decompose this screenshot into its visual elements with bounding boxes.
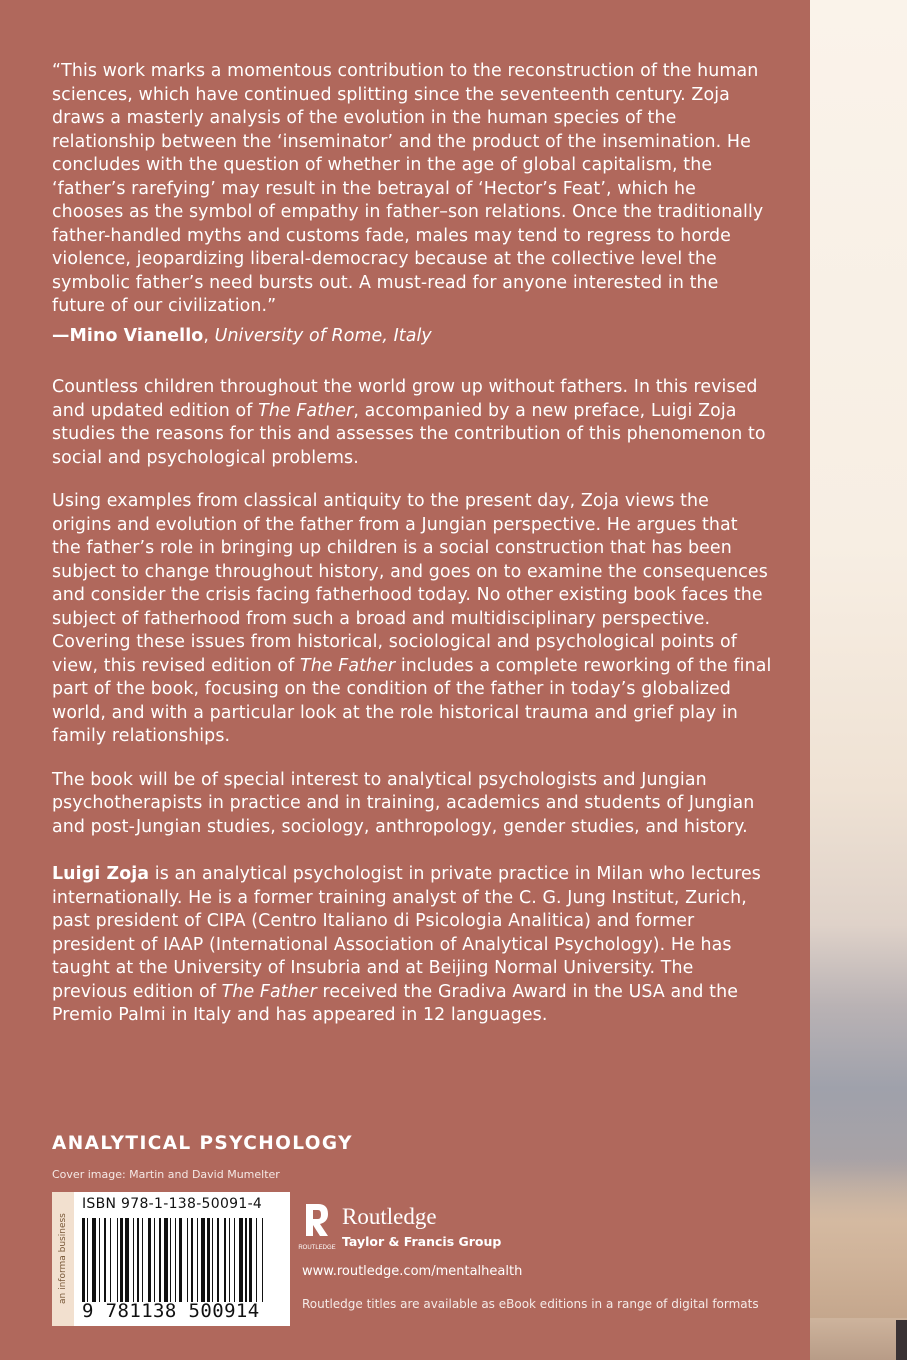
endorsement-author: —Mino Vianello bbox=[52, 325, 204, 346]
barcode-bar bbox=[197, 1218, 198, 1302]
barcode-bar bbox=[245, 1218, 246, 1302]
routledge-vertical-mark: ROUTLEDGE bbox=[298, 1245, 336, 1251]
barcode-bar bbox=[249, 1218, 252, 1302]
barcode-bar bbox=[154, 1218, 155, 1302]
barcode-bar bbox=[224, 1218, 227, 1302]
barcode-bar bbox=[164, 1218, 168, 1302]
barcode-bar bbox=[99, 1218, 100, 1302]
barcode-bar bbox=[262, 1218, 263, 1302]
barcode-bar bbox=[125, 1218, 129, 1302]
series-label: ANALYTICAL PSYCHOLOGY bbox=[52, 1133, 353, 1154]
book-title-ref: The Father bbox=[299, 655, 396, 676]
barcode-bar bbox=[82, 1218, 85, 1302]
barcode-bar bbox=[207, 1218, 210, 1302]
barcode-bar bbox=[159, 1218, 162, 1302]
author-bio-text: is an analytical psychologist in private practice in Milan who lectures internationally. He is a former training analyst of the C. G. Jung Institut, Zurich, past president of CIPA (Centro Italiano di Psicologia Analitica) and former president of IAAP (International Association of Analytical Psychology). He has taught at the University of Insubria and at Beijing Normal University. The previous edition of bbox=[52, 864, 761, 1002]
book-title-ref: The Father bbox=[221, 981, 317, 1002]
barcode-bar bbox=[175, 1218, 176, 1302]
barcode-bar bbox=[187, 1218, 188, 1302]
description-text: includes a complete reworking of the final part of the book, focusing on the condition of the father in today’s globalized world, and with a particular look at the role historical trauma and grief play in family relationships. bbox=[52, 655, 772, 746]
back-cover-text bbox=[52, 60, 772, 1028]
barcode-bar bbox=[191, 1218, 194, 1302]
description-text: , accompanied by a new preface, Luigi Zoja studies the reasons for this and assesses the contribution of this phenomenon to social and psychological problems. bbox=[52, 400, 766, 468]
barcode-bar bbox=[201, 1218, 205, 1302]
barcode-bar bbox=[110, 1218, 111, 1302]
endorsement-attribution: —Mino Vianello, University of Rome, Italy bbox=[52, 325, 432, 346]
barcode-bar bbox=[148, 1218, 151, 1302]
barcode-panel bbox=[52, 1192, 290, 1326]
barcode-bar bbox=[234, 1218, 235, 1302]
publisher-url[interactable]: www.routledge.com/mentalhealth bbox=[302, 1264, 523, 1279]
barcode-bar bbox=[133, 1218, 134, 1302]
author-bio bbox=[52, 863, 772, 1028]
barcode-bar bbox=[217, 1218, 218, 1302]
author-bio-text: received the Gradiva Award in the USA and the Premio Palmi in Italy and has appeared in 12 languages. bbox=[52, 981, 739, 1025]
barcode-bar bbox=[142, 1218, 143, 1302]
publisher-name: Routledge bbox=[342, 1204, 437, 1229]
barcode-bar bbox=[104, 1218, 107, 1302]
barcode-bar bbox=[117, 1218, 118, 1302]
barcode-bar bbox=[92, 1218, 96, 1302]
barcode-digits: 9 781138 500914 bbox=[82, 1300, 260, 1322]
barcode-bar bbox=[256, 1218, 257, 1302]
endorsement-quote: “This work marks a momentous contribution to the reconstruction of the human sciences, which have continued splitting since the seventeenth century. Zoja draws a masterly analysis of the evolution in the human species of the relationship between the ‘inseminator’ and the product of the insemination. He concludes with the question of whether in the age of global capitalism, the ‘father’s rarefying’ may result in the betrayal of ‘Hector’s Feat’, which he chooses as the symbol of empathy in father–son relations. Once the traditionally father-handled myths and customs fade, males may tend to regress to horde violence, jeopardizing liberal-democracy because at the collective level the symbolic father’s need bursts out. A must-read for anyone interested in the future of our civilization.” bbox=[52, 61, 764, 316]
barcode-bar bbox=[120, 1218, 123, 1302]
cover-photo-strip bbox=[810, 0, 907, 1360]
routledge-r-icon bbox=[298, 1202, 336, 1252]
description-paragraph-1 bbox=[52, 376, 772, 470]
cover-photo-shore bbox=[810, 1158, 907, 1318]
isbn-label: ISBN 978-1-138-50091-4 bbox=[82, 1196, 263, 1212]
book-title-ref: The Father bbox=[258, 400, 354, 421]
barcode-bar bbox=[87, 1218, 88, 1302]
publisher-group: Taylor & Francis Group bbox=[342, 1234, 502, 1249]
informa-label: an informa business bbox=[52, 1192, 74, 1326]
barcode-bar bbox=[212, 1218, 213, 1302]
barcode-bar bbox=[229, 1218, 230, 1302]
cover-photo-dark-corner bbox=[896, 1320, 907, 1360]
barcode-bar bbox=[179, 1218, 182, 1302]
publisher-logo-block bbox=[298, 1200, 522, 1260]
ebook-note: Routledge titles are available as eBook editions in a range of digital formats bbox=[302, 1297, 759, 1311]
description-paragraph-3: The book will be of special interest to analytical psychologists and Jungian psychotherapists in practice and in training, academics and students of Jungian and post-Jungian studies, sociology, anthropology, gender studies, and history. bbox=[52, 769, 755, 837]
description-text: Using examples from classical antiquity to the present day, Zoja views the origins and evolution of the father from a Jungian perspective. He argues that the father’s role in bringing up children is a social construction that has been subject to change throughout history, and goes on to examine the consequences and consider the crisis facing fatherhood today. No other existing book faces the subject of fatherhood from such a broad and multidisciplinary perspective. Covering these issues from historical, sociological and psychological points of view, this revised edition of bbox=[52, 491, 768, 676]
author-name: Luigi Zoja bbox=[52, 864, 150, 884]
description-paragraph-2 bbox=[52, 490, 772, 749]
barcode-bars bbox=[82, 1218, 284, 1302]
description-text: Countless children throughout the world grow up without fathers. In this revised and updated edition of bbox=[52, 377, 758, 421]
barcode-bar bbox=[239, 1218, 243, 1302]
barcode-bar bbox=[170, 1218, 171, 1302]
cover-credit: Cover image: Martin and David Mumelter bbox=[52, 1168, 280, 1181]
endorsement-affiliation: University of Rome, Italy bbox=[214, 325, 432, 346]
barcode-bar bbox=[137, 1218, 140, 1302]
